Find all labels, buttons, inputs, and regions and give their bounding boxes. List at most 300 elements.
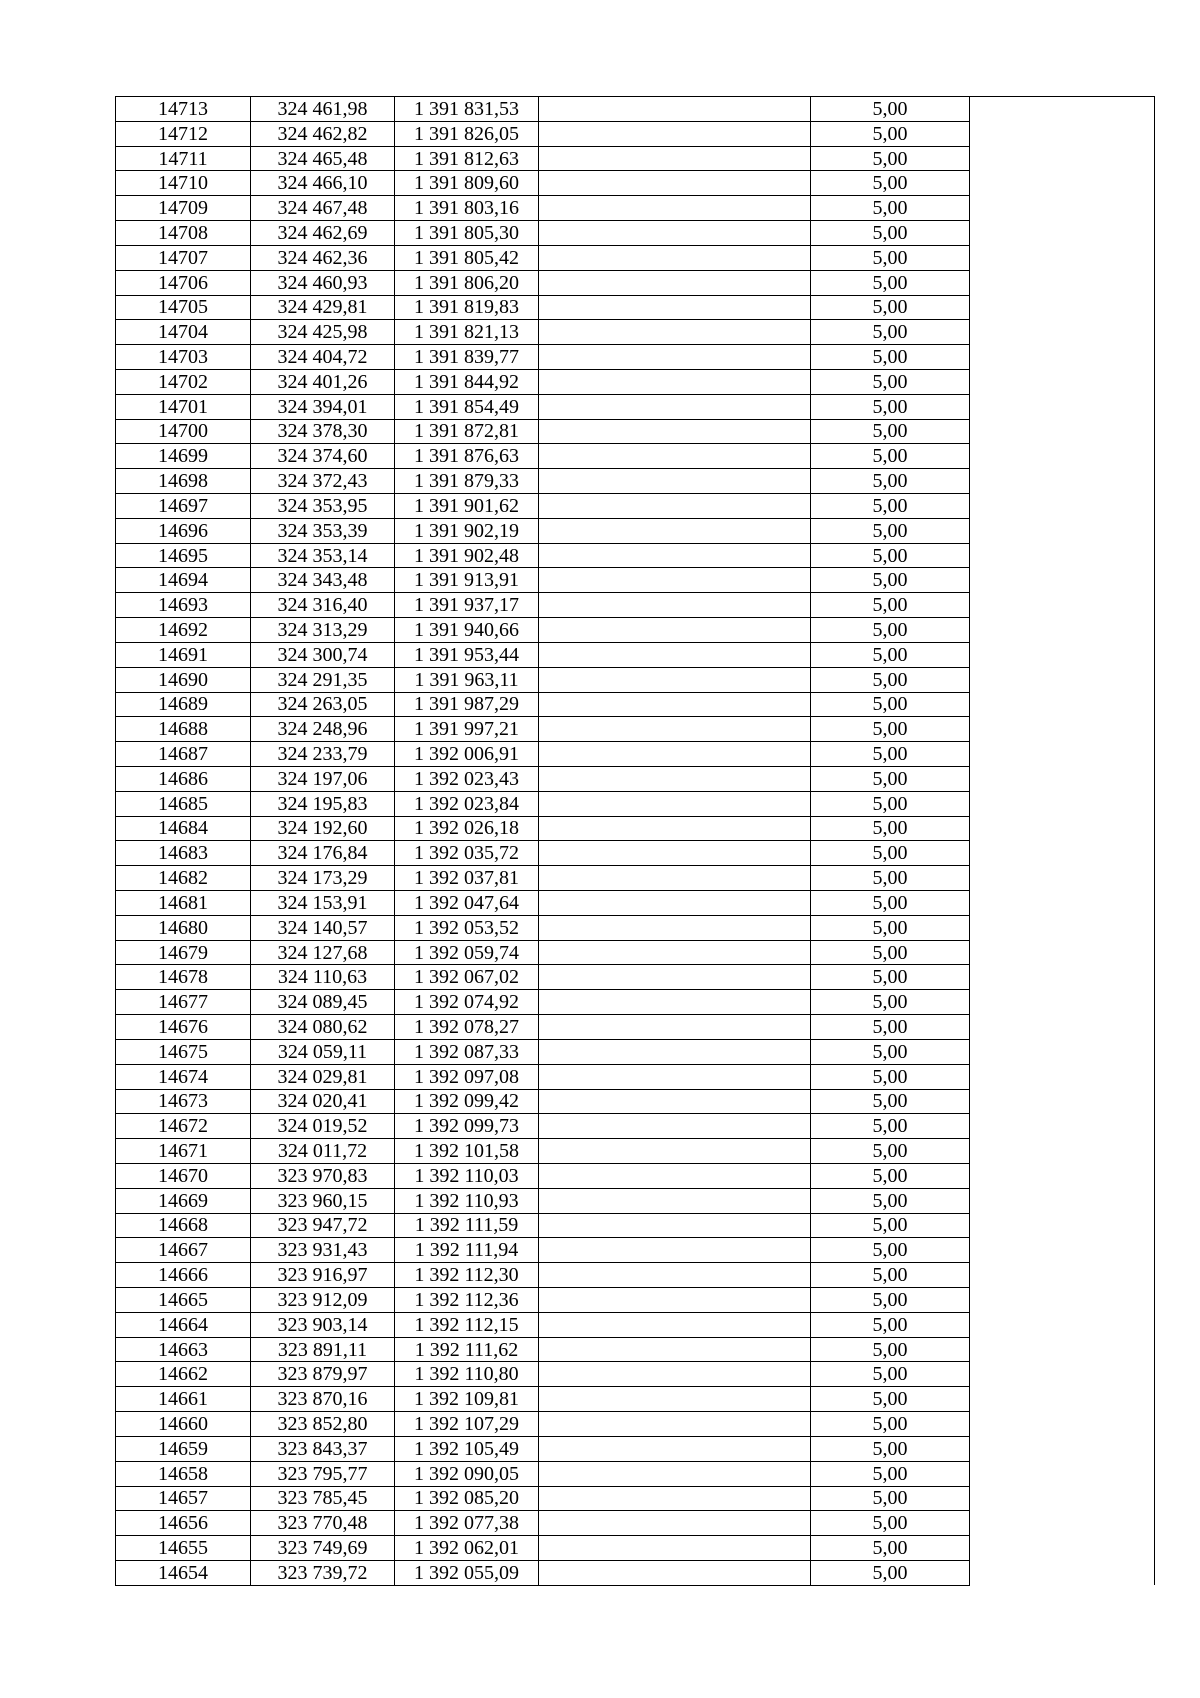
- point-number-cell: 14687: [116, 742, 251, 767]
- accuracy-cell: 5,00: [811, 1486, 970, 1511]
- accuracy-cell: 5,00: [811, 692, 970, 717]
- point-number-cell: 14684: [116, 816, 251, 841]
- y-coordinate-cell: 1 391 872,81: [395, 419, 539, 444]
- x-coordinate-cell: 324 313,29: [251, 618, 395, 643]
- blank-cell: [970, 394, 1155, 419]
- x-coordinate-cell: 323 916,97: [251, 1263, 395, 1288]
- blank-cell: [539, 1238, 811, 1263]
- x-coordinate-cell: 323 852,80: [251, 1412, 395, 1437]
- y-coordinate-cell: 1 392 107,29: [395, 1412, 539, 1437]
- table-row: [116, 717, 1155, 742]
- point-number-cell: 14689: [116, 692, 251, 717]
- y-coordinate-cell: 1 392 111,59: [395, 1213, 539, 1238]
- table-row: [116, 245, 1155, 270]
- blank-cell: [970, 369, 1155, 394]
- table-row: [116, 1139, 1155, 1164]
- y-coordinate-cell: 1 392 037,81: [395, 866, 539, 891]
- x-coordinate-cell: 324 466,10: [251, 171, 395, 196]
- accuracy-cell: 5,00: [811, 245, 970, 270]
- blank-cell: [539, 1263, 811, 1288]
- accuracy-cell: 5,00: [811, 1436, 970, 1461]
- x-coordinate-cell: 324 467,48: [251, 196, 395, 221]
- x-coordinate-cell: 323 903,14: [251, 1312, 395, 1337]
- y-coordinate-cell: 1 392 077,38: [395, 1511, 539, 1536]
- point-number-cell: 14669: [116, 1188, 251, 1213]
- accuracy-cell: 5,00: [811, 1511, 970, 1536]
- x-coordinate-cell: 324 197,06: [251, 766, 395, 791]
- y-coordinate-cell: 1 391 819,83: [395, 295, 539, 320]
- table-row: [116, 1188, 1155, 1213]
- blank-cell: [539, 1362, 811, 1387]
- table-row: [116, 1312, 1155, 1337]
- table-row: [116, 1560, 1155, 1585]
- x-coordinate-cell: 324 462,82: [251, 121, 395, 146]
- table-row: [116, 1461, 1155, 1486]
- point-number-cell: 14665: [116, 1288, 251, 1313]
- point-number-cell: 14696: [116, 518, 251, 543]
- point-number-cell: 14675: [116, 1039, 251, 1064]
- accuracy-cell: 5,00: [811, 419, 970, 444]
- blank-cell: [539, 1486, 811, 1511]
- blank-cell: [539, 1387, 811, 1412]
- x-coordinate-cell: 323 912,09: [251, 1288, 395, 1313]
- accuracy-cell: 5,00: [811, 1015, 970, 1040]
- point-number-cell: 14657: [116, 1486, 251, 1511]
- accuracy-cell: 5,00: [811, 518, 970, 543]
- y-coordinate-cell: 1 392 067,02: [395, 965, 539, 990]
- blank-cell: [970, 1263, 1155, 1288]
- table-row: [116, 742, 1155, 767]
- blank-cell: [539, 1436, 811, 1461]
- blank-cell: [539, 1188, 811, 1213]
- accuracy-cell: 5,00: [811, 221, 970, 246]
- x-coordinate-cell: 323 960,15: [251, 1188, 395, 1213]
- point-number-cell: 14711: [116, 146, 251, 171]
- blank-cell: [970, 1362, 1155, 1387]
- x-coordinate-cell: 324 080,62: [251, 1015, 395, 1040]
- x-coordinate-cell: 324 195,83: [251, 791, 395, 816]
- accuracy-cell: 5,00: [811, 816, 970, 841]
- x-coordinate-cell: 323 770,48: [251, 1511, 395, 1536]
- blank-cell: [970, 667, 1155, 692]
- y-coordinate-cell: 1 392 006,91: [395, 742, 539, 767]
- y-coordinate-cell: 1 392 097,08: [395, 1064, 539, 1089]
- blank-cell: [539, 990, 811, 1015]
- blank-cell: [539, 494, 811, 519]
- point-number-cell: 14699: [116, 444, 251, 469]
- blank-cell: [539, 543, 811, 568]
- table-row: [116, 196, 1155, 221]
- x-coordinate-cell: 324 140,57: [251, 915, 395, 940]
- x-coordinate-cell: 324 192,60: [251, 816, 395, 841]
- blank-cell: [970, 940, 1155, 965]
- accuracy-cell: 5,00: [811, 1089, 970, 1114]
- point-number-cell: 14674: [116, 1064, 251, 1089]
- x-coordinate-cell: 323 970,83: [251, 1163, 395, 1188]
- x-coordinate-cell: 324 011,72: [251, 1139, 395, 1164]
- x-coordinate-cell: 324 343,48: [251, 568, 395, 593]
- accuracy-cell: 5,00: [811, 1387, 970, 1412]
- blank-cell: [539, 1412, 811, 1437]
- blank-cell: [970, 295, 1155, 320]
- blank-cell: [970, 990, 1155, 1015]
- accuracy-cell: 5,00: [811, 1139, 970, 1164]
- y-coordinate-cell: 1 392 047,64: [395, 891, 539, 916]
- y-coordinate-cell: 1 391 805,30: [395, 221, 539, 246]
- blank-cell: [539, 369, 811, 394]
- x-coordinate-cell: 323 843,37: [251, 1436, 395, 1461]
- blank-cell: [970, 345, 1155, 370]
- blank-cell: [539, 196, 811, 221]
- accuracy-cell: 5,00: [811, 667, 970, 692]
- x-coordinate-cell: 324 127,68: [251, 940, 395, 965]
- blank-cell: [970, 642, 1155, 667]
- y-coordinate-cell: 1 391 913,91: [395, 568, 539, 593]
- point-number-cell: 14702: [116, 369, 251, 394]
- table-row: [116, 97, 1155, 122]
- point-number-cell: 14693: [116, 593, 251, 618]
- table-row: [116, 1263, 1155, 1288]
- accuracy-cell: 5,00: [811, 1263, 970, 1288]
- table-row: [116, 891, 1155, 916]
- blank-cell: [539, 965, 811, 990]
- table-row: [116, 841, 1155, 866]
- accuracy-cell: 5,00: [811, 345, 970, 370]
- blank-cell: [539, 221, 811, 246]
- accuracy-cell: 5,00: [811, 1213, 970, 1238]
- blank-cell: [970, 1064, 1155, 1089]
- point-number-cell: 14712: [116, 121, 251, 146]
- blank-cell: [970, 1188, 1155, 1213]
- point-number-cell: 14662: [116, 1362, 251, 1387]
- table-row: [116, 369, 1155, 394]
- point-number-cell: 14710: [116, 171, 251, 196]
- x-coordinate-cell: 324 291,35: [251, 667, 395, 692]
- y-coordinate-cell: 1 392 105,49: [395, 1436, 539, 1461]
- table-row: [116, 816, 1155, 841]
- table-row: [116, 1337, 1155, 1362]
- blank-cell: [539, 295, 811, 320]
- y-coordinate-cell: 1 391 854,49: [395, 394, 539, 419]
- y-coordinate-cell: 1 392 085,20: [395, 1486, 539, 1511]
- y-coordinate-cell: 1 392 112,36: [395, 1288, 539, 1313]
- blank-cell: [970, 518, 1155, 543]
- y-coordinate-cell: 1 392 055,09: [395, 1560, 539, 1585]
- y-coordinate-cell: 1 391 876,63: [395, 444, 539, 469]
- blank-cell: [539, 1039, 811, 1064]
- blank-cell: [539, 1064, 811, 1089]
- y-coordinate-cell: 1 391 821,13: [395, 320, 539, 345]
- x-coordinate-cell: 324 353,95: [251, 494, 395, 519]
- point-number-cell: 14685: [116, 791, 251, 816]
- blank-cell: [970, 1337, 1155, 1362]
- blank-cell: [970, 915, 1155, 940]
- point-number-cell: 14663: [116, 1337, 251, 1362]
- table-row: [116, 766, 1155, 791]
- table-row: [116, 1362, 1155, 1387]
- blank-cell: [970, 270, 1155, 295]
- coordinates-table: [115, 96, 1155, 1586]
- blank-cell: [970, 568, 1155, 593]
- accuracy-cell: 5,00: [811, 1312, 970, 1337]
- table-row: [116, 394, 1155, 419]
- table-row: [116, 642, 1155, 667]
- accuracy-cell: 5,00: [811, 841, 970, 866]
- x-coordinate-cell: 324 300,74: [251, 642, 395, 667]
- blank-cell: [970, 1114, 1155, 1139]
- blank-cell: [539, 245, 811, 270]
- accuracy-cell: 5,00: [811, 444, 970, 469]
- accuracy-cell: 5,00: [811, 1560, 970, 1585]
- blank-cell: [970, 593, 1155, 618]
- table-row: [116, 345, 1155, 370]
- point-number-cell: 14680: [116, 915, 251, 940]
- x-coordinate-cell: 323 931,43: [251, 1238, 395, 1263]
- blank-cell: [970, 717, 1155, 742]
- table-row: [116, 1114, 1155, 1139]
- table-row: [116, 965, 1155, 990]
- point-number-cell: 14698: [116, 469, 251, 494]
- blank-cell: [970, 494, 1155, 519]
- point-number-cell: 14704: [116, 320, 251, 345]
- blank-cell: [970, 791, 1155, 816]
- x-coordinate-cell: 324 378,30: [251, 419, 395, 444]
- accuracy-cell: 5,00: [811, 1337, 970, 1362]
- table-row: [116, 1436, 1155, 1461]
- x-coordinate-cell: 324 248,96: [251, 717, 395, 742]
- accuracy-cell: 5,00: [811, 394, 970, 419]
- point-number-cell: 14695: [116, 543, 251, 568]
- point-number-cell: 14681: [116, 891, 251, 916]
- table-row: [116, 171, 1155, 196]
- accuracy-cell: 5,00: [811, 866, 970, 891]
- blank-cell: [539, 320, 811, 345]
- blank-cell: [539, 345, 811, 370]
- accuracy-cell: 5,00: [811, 1114, 970, 1139]
- table-row: [116, 221, 1155, 246]
- x-coordinate-cell: 324 353,14: [251, 543, 395, 568]
- blank-cell: [539, 1511, 811, 1536]
- point-number-cell: 14678: [116, 965, 251, 990]
- y-coordinate-cell: 1 391 826,05: [395, 121, 539, 146]
- blank-cell: [539, 866, 811, 891]
- point-number-cell: 14664: [116, 1312, 251, 1337]
- blank-cell: [539, 1536, 811, 1561]
- point-number-cell: 14655: [116, 1536, 251, 1561]
- x-coordinate-cell: 324 429,81: [251, 295, 395, 320]
- x-coordinate-cell: 324 153,91: [251, 891, 395, 916]
- point-number-cell: 14707: [116, 245, 251, 270]
- blank-cell: [539, 891, 811, 916]
- blank-cell: [970, 1163, 1155, 1188]
- blank-cell: [539, 816, 811, 841]
- blank-cell: [539, 915, 811, 940]
- accuracy-cell: 5,00: [811, 97, 970, 122]
- accuracy-cell: 5,00: [811, 295, 970, 320]
- point-number-cell: 14700: [116, 419, 251, 444]
- x-coordinate-cell: 324 401,26: [251, 369, 395, 394]
- y-coordinate-cell: 1 391 809,60: [395, 171, 539, 196]
- point-number-cell: 14701: [116, 394, 251, 419]
- y-coordinate-cell: 1 392 112,30: [395, 1263, 539, 1288]
- accuracy-cell: 5,00: [811, 766, 970, 791]
- table-row: [116, 1213, 1155, 1238]
- blank-cell: [970, 1461, 1155, 1486]
- accuracy-cell: 5,00: [811, 742, 970, 767]
- table-row: [116, 1536, 1155, 1561]
- x-coordinate-cell: 324 353,39: [251, 518, 395, 543]
- x-coordinate-cell: 324 425,98: [251, 320, 395, 345]
- y-coordinate-cell: 1 391 803,16: [395, 196, 539, 221]
- blank-cell: [539, 642, 811, 667]
- y-coordinate-cell: 1 392 111,94: [395, 1238, 539, 1263]
- blank-cell: [970, 841, 1155, 866]
- y-coordinate-cell: 1 392 023,43: [395, 766, 539, 791]
- blank-cell: [539, 97, 811, 122]
- blank-cell: [539, 270, 811, 295]
- y-coordinate-cell: 1 391 963,11: [395, 667, 539, 692]
- x-coordinate-cell: 324 465,48: [251, 146, 395, 171]
- y-coordinate-cell: 1 392 099,73: [395, 1114, 539, 1139]
- point-number-cell: 14697: [116, 494, 251, 519]
- accuracy-cell: 5,00: [811, 1461, 970, 1486]
- accuracy-cell: 5,00: [811, 543, 970, 568]
- blank-cell: [539, 1337, 811, 1362]
- x-coordinate-cell: 323 879,97: [251, 1362, 395, 1387]
- table-row: [116, 1039, 1155, 1064]
- blank-cell: [970, 320, 1155, 345]
- blank-cell: [970, 1238, 1155, 1263]
- point-number-cell: 14661: [116, 1387, 251, 1412]
- table-row: [116, 791, 1155, 816]
- table-row: [116, 494, 1155, 519]
- point-number-cell: 14667: [116, 1238, 251, 1263]
- blank-cell: [539, 419, 811, 444]
- accuracy-cell: 5,00: [811, 369, 970, 394]
- point-number-cell: 14686: [116, 766, 251, 791]
- accuracy-cell: 5,00: [811, 1412, 970, 1437]
- blank-cell: [970, 171, 1155, 196]
- blank-cell: [970, 618, 1155, 643]
- accuracy-cell: 5,00: [811, 494, 970, 519]
- point-number-cell: 14659: [116, 1436, 251, 1461]
- accuracy-cell: 5,00: [811, 1039, 970, 1064]
- accuracy-cell: 5,00: [811, 891, 970, 916]
- coordinates-table-body: [116, 97, 1155, 1586]
- accuracy-cell: 5,00: [811, 1288, 970, 1313]
- table-row: [116, 444, 1155, 469]
- y-coordinate-cell: 1 392 059,74: [395, 940, 539, 965]
- accuracy-cell: 5,00: [811, 717, 970, 742]
- blank-cell: [539, 518, 811, 543]
- point-number-cell: 14673: [116, 1089, 251, 1114]
- y-coordinate-cell: 1 392 078,27: [395, 1015, 539, 1040]
- blank-cell: [970, 1436, 1155, 1461]
- point-number-cell: 14654: [116, 1560, 251, 1585]
- table-row: [116, 1486, 1155, 1511]
- point-number-cell: 14670: [116, 1163, 251, 1188]
- blank-cell: [970, 444, 1155, 469]
- blank-cell: [970, 1089, 1155, 1114]
- y-coordinate-cell: 1 392 110,80: [395, 1362, 539, 1387]
- accuracy-cell: 5,00: [811, 618, 970, 643]
- y-coordinate-cell: 1 392 026,18: [395, 816, 539, 841]
- accuracy-cell: 5,00: [811, 1536, 970, 1561]
- y-coordinate-cell: 1 392 110,03: [395, 1163, 539, 1188]
- point-number-cell: 14703: [116, 345, 251, 370]
- accuracy-cell: 5,00: [811, 568, 970, 593]
- blank-cell: [970, 1213, 1155, 1238]
- blank-cell: [539, 717, 811, 742]
- blank-cell: [970, 97, 1155, 122]
- table-row: [116, 1511, 1155, 1536]
- table-row: [116, 1412, 1155, 1437]
- point-number-cell: 14672: [116, 1114, 251, 1139]
- x-coordinate-cell: 323 870,16: [251, 1387, 395, 1412]
- y-coordinate-cell: 1 392 023,84: [395, 791, 539, 816]
- blank-cell: [970, 692, 1155, 717]
- blank-cell: [970, 816, 1155, 841]
- blank-cell: [539, 791, 811, 816]
- blank-cell: [539, 593, 811, 618]
- y-coordinate-cell: 1 391 805,42: [395, 245, 539, 270]
- point-number-cell: 14676: [116, 1015, 251, 1040]
- table-row: [116, 469, 1155, 494]
- table-row: [116, 866, 1155, 891]
- y-coordinate-cell: 1 391 937,17: [395, 593, 539, 618]
- blank-cell: [539, 1213, 811, 1238]
- y-coordinate-cell: 1 391 940,66: [395, 618, 539, 643]
- table-row: [116, 320, 1155, 345]
- accuracy-cell: 5,00: [811, 593, 970, 618]
- y-coordinate-cell: 1 392 101,58: [395, 1139, 539, 1164]
- blank-cell: [970, 1015, 1155, 1040]
- point-number-cell: 14677: [116, 990, 251, 1015]
- blank-cell: [970, 1387, 1155, 1412]
- point-number-cell: 14679: [116, 940, 251, 965]
- point-number-cell: 14713: [116, 97, 251, 122]
- blank-cell: [970, 196, 1155, 221]
- blank-cell: [539, 618, 811, 643]
- table-row: [116, 146, 1155, 171]
- blank-cell: [970, 1412, 1155, 1437]
- blank-cell: [539, 1312, 811, 1337]
- y-coordinate-cell: 1 392 062,01: [395, 1536, 539, 1561]
- table-row: [116, 518, 1155, 543]
- accuracy-cell: 5,00: [811, 146, 970, 171]
- x-coordinate-cell: 324 176,84: [251, 841, 395, 866]
- blank-cell: [539, 1560, 811, 1585]
- y-coordinate-cell: 1 391 997,21: [395, 717, 539, 742]
- y-coordinate-cell: 1 391 902,48: [395, 543, 539, 568]
- blank-cell: [539, 766, 811, 791]
- blank-cell: [539, 667, 811, 692]
- table-row: [116, 543, 1155, 568]
- x-coordinate-cell: 324 316,40: [251, 593, 395, 618]
- point-number-cell: 14706: [116, 270, 251, 295]
- table-row: [116, 1288, 1155, 1313]
- blank-cell: [970, 419, 1155, 444]
- point-number-cell: 14660: [116, 1412, 251, 1437]
- y-coordinate-cell: 1 391 844,92: [395, 369, 539, 394]
- blank-cell: [539, 841, 811, 866]
- y-coordinate-cell: 1 392 112,15: [395, 1312, 539, 1337]
- blank-cell: [970, 1486, 1155, 1511]
- point-number-cell: 14656: [116, 1511, 251, 1536]
- blank-cell: [970, 891, 1155, 916]
- y-coordinate-cell: 1 392 099,42: [395, 1089, 539, 1114]
- accuracy-cell: 5,00: [811, 1362, 970, 1387]
